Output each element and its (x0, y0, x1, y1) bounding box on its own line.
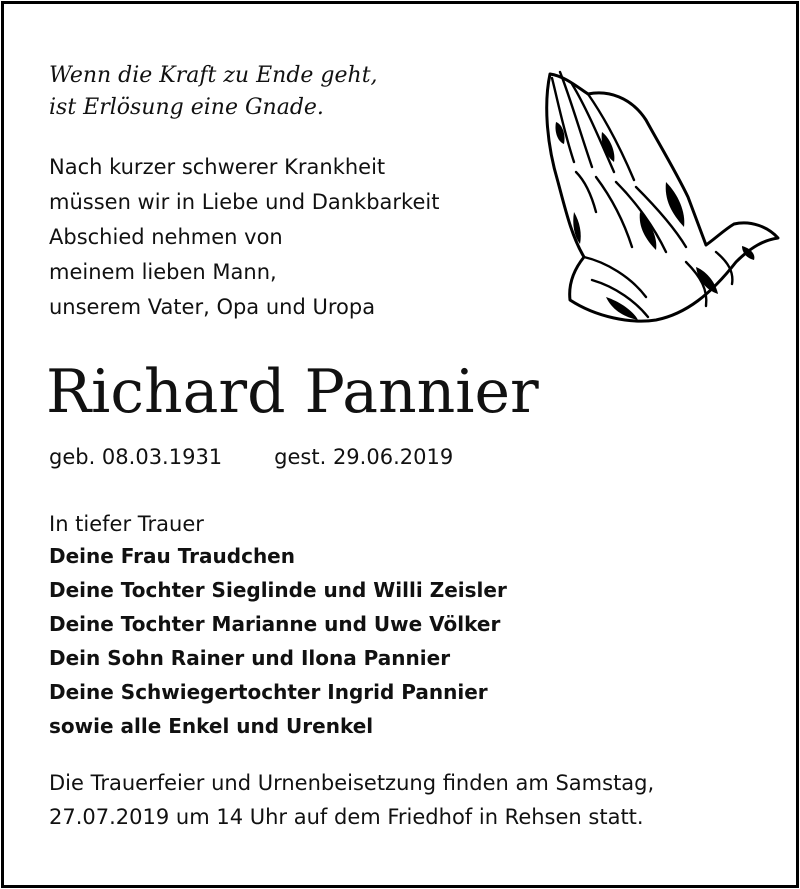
quote (49, 60, 499, 124)
intro-line: unserem Vater, Opa und Uropa (49, 295, 376, 319)
mourner: Deine Tochter Sieglinde und Willi Zeisler (49, 578, 507, 602)
life-dates (49, 442, 453, 472)
death-date: gest. 29.06.2019 (274, 445, 454, 469)
quote-line: Wenn die Kraft zu Ende geht, (49, 63, 378, 88)
ceremony-info (49, 766, 769, 834)
praying-hands-icon (536, 62, 786, 334)
mourner: Deine Tochter Marianne und Uwe Völker (49, 612, 501, 636)
deceased-name: Richard Pannier (46, 357, 539, 427)
ceremony-line: 27.07.2019 um 14 Uhr auf dem Friedhof in Rehsen statt. (49, 805, 644, 829)
mourning-intro: In tiefer Trauer (49, 512, 204, 536)
ceremony-line: Die Trauerfeier und Urnenbeisetzung finden am Samstag, (49, 771, 655, 795)
mourner: sowie alle Enkel und Urenkel (49, 714, 374, 738)
birth-date: geb. 08.03.1931 (49, 445, 223, 469)
intro-line: meinem lieben Mann, (49, 260, 277, 284)
mourner: Deine Schwiegertochter Ingrid Pannier (49, 680, 488, 704)
intro-line: Abschied nehmen von (49, 225, 283, 249)
intro-line: müssen wir in Liebe und Dankbarkeit (49, 190, 440, 214)
mourner: Deine Frau Traudchen (49, 544, 295, 568)
obituary-frame (1, 1, 799, 888)
mourners-list (49, 539, 507, 743)
intro-line: Nach kurzer schwerer Krankheit (49, 155, 386, 179)
quote-line: ist Erlösung eine Gnade. (49, 95, 324, 120)
mourner: Dein Sohn Rainer und Ilona Pannier (49, 646, 451, 670)
intro-text (49, 150, 529, 325)
obituary-content (4, 4, 796, 885)
